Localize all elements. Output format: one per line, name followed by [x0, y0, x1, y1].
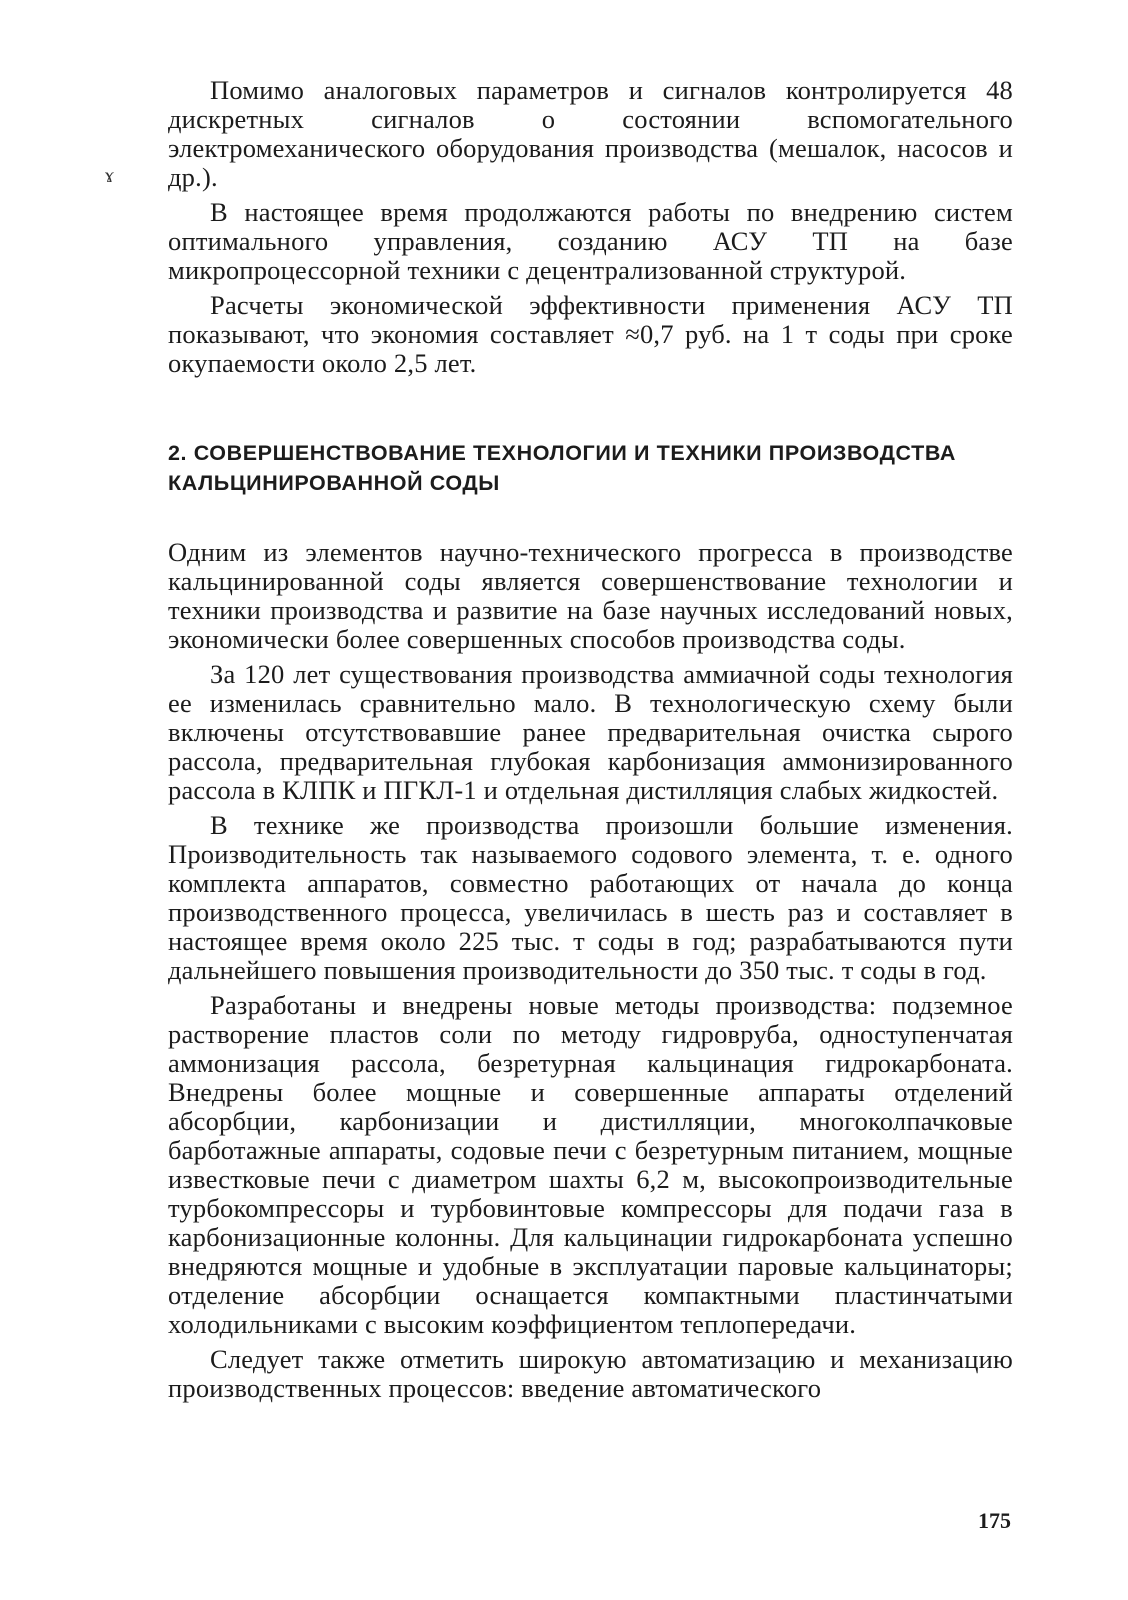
paragraph-discrete-signals: Помимо аналоговых параметров и сигналов контролируется 48 дискретных сигналов о состоянии вспомогательного электромеханического оборудования производства (мешалок, насосов и др.).: [168, 75, 1013, 192]
page-body: [168, 76, 1013, 1409]
paragraph-economic-efficiency: Расчеты экономической эффективности применения АСУ ТП показывают, что экономия составляет ≈0,7 руб. на 1 т соды при сроке окупаемости около 2,5 лет.: [168, 290, 1013, 378]
paragraph-automation: Следует также отметить широкую автоматизацию и механизацию производственных процессов: введение автоматического: [168, 1344, 1013, 1403]
margin-mark: ɤ: [105, 165, 114, 187]
paragraph-new-methods: Разработаны и внедрены новые методы производства: подземное растворение пластов соли по методу гидроврубa, одноступенчатая аммонизация рассола, безретурная кальцинация гидрокарбоната. Внедрены более мощные и совершенные аппараты отделений абсорбции, карбонизации и дистилляции, многоколпачковые барботажные аппараты, содовые печи с безретурным питанием, мощные известковые печи с диаметром шахты 6,2 м, высокопроизводительные турбокомпрессоры и турбовинтовые компрессоры для подачи газа в карбонизационные колонны. Для кальцинации гидрокарбоната успешно внедряются мощные и удобные в эксплуатации паровые кальцинаторы; отделение абсорбции оснащается компактными пластинчатыми холодильниками с высоким коэффициентом теплопередачи.: [168, 990, 1013, 1339]
page-number: 175: [978, 1508, 1011, 1533]
paragraph-technology-history: За 120 лет существования производства аммиачной соды технология ее изменилась сравнительно мало. В технологическую схему были включены отсутствовавшие ранее предварительная очистка сырого рассола, предварительная глубокая карбонизация аммонизированного рассола в КЛПК и ПГКЛ-1 и отдельная дистилляция слабых жидкостей.: [168, 659, 1013, 805]
paragraph-optimal-control: В настоящее время продолжаются работы по внедрению систем оптимального управления, созданию АСУ ТП на базе микропроцессорной техники с децентрализованной структурой.: [168, 197, 1013, 285]
paragraph-technique-changes: В технике же производства произошли большие изменения. Производительность так называемого содового элемента, т. е. одного комплекта аппаратов, совместно работающих от начала до конца производственного процесса, увеличилась в шесть раз и составляет в настоящее время около 225 тыс. т соды в год; разрабатываются пути дальнейшего повышения производительности до 350 тыс. т соды в год.: [168, 810, 1013, 985]
paragraph-progress-elements: Одним из элементов научно-технического прогресса в производстве кальцинированной соды является совершенствование технологии и техники производства и развитие на базе научных исследований новых, экономически более совершенных способов производства соды.: [168, 537, 1013, 654]
section-heading: 2. СОВЕРШЕНСТВОВАНИЕ ТЕХНОЛОГИИ И ТЕХНИКИ ПРОИЗВОДСТВА КАЛЬЦИНИРОВАННОЙ СОДЫ: [168, 441, 956, 495]
